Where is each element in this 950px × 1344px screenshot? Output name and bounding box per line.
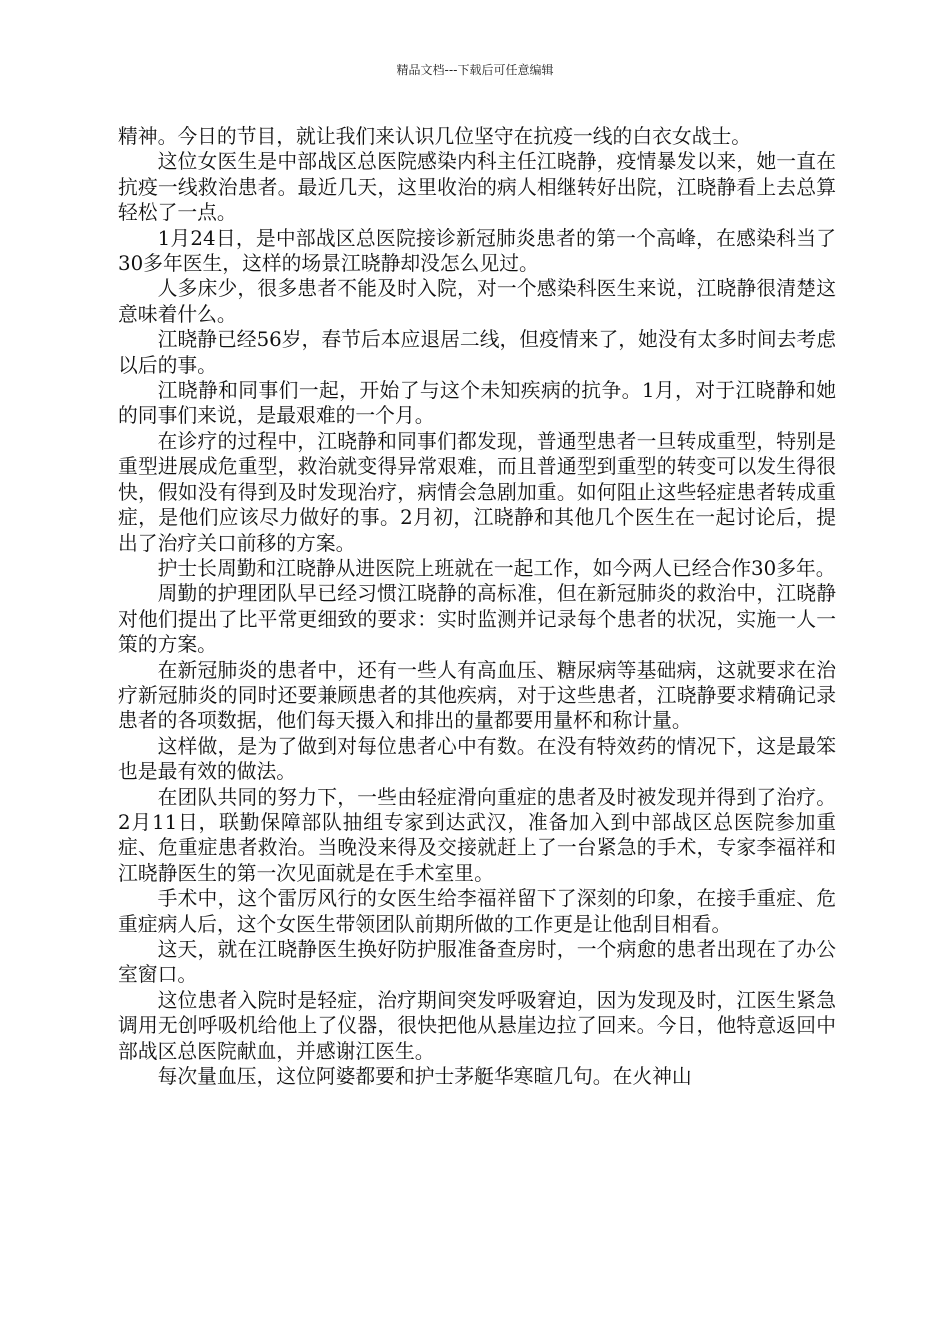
paragraph: 在诊疗的过程中，江晓静和同事们都发现，普通型患者一旦转成重型，特别是重型进展成危重型，救治就变得异常艰难，而且普通型到重型的转变可以发生得很快，假如没有得到及时发现治疗，病情会急剧加重。如何阻止这些轻症患者转成重症，是他们应该尽力做好的事。2月初，江晓静和其他几个医生在一起讨论后，提出了治疗关口前移的方案。 (118, 429, 836, 555)
paragraph: 这位女医生是中部战区总医院感染内科主任江晓静，疫情暴发以来，她一直在抗疫一线救治患者。最近几天，这里收治的病人相继转好出院，江晓静看上去总算轻松了一点。 (118, 150, 836, 225)
paragraph: 在新冠肺炎的患者中，还有一些人有高血压、糖尿病等基础病，这就要求在治疗新冠肺炎的同时还要兼顾患者的其他疾病，对于这些患者，江晓静要求精确记录患者的各项数据，他们每天摄入和排出的量都要用量杯和称计量。 (118, 658, 836, 733)
document-body (118, 124, 836, 1089)
page-header: 精品文档---下载后可任意编辑 (396, 63, 554, 77)
paragraph: 精神。今日的节目，就让我们来认识几位坚守在抗疫一线的白衣女战士。 (118, 125, 752, 148)
paragraph: 手术中，这个雷厉风行的女医生给李福祥留下了深刻的印象，在接手重症、危重症病人后，这个女医生带领团队前期所做的工作更是让他刮目相看。 (118, 887, 836, 936)
paragraph: 这天，就在江晓静医生换好防护服准备查房时，一个病愈的患者出现在了办公室窗口。 (118, 938, 836, 987)
paragraph: 人多床少，很多患者不能及时入院，对一个感染科医生来说，江晓静很清楚这意味着什么。 (118, 277, 836, 326)
paragraph: 1月24日，是中部战区总医院接诊新冠肺炎患者的第一个高峰，在感染科当了30多年医生，这样的场景江晓静却没怎么见过。 (118, 226, 836, 276)
paragraph: 江晓静已经56岁，春节后本应退居二线，但疫情来了，她没有太多时间去考虑以后的事。 (118, 328, 836, 377)
paragraph: 在团队共同的努力下，一些由轻症滑向重症的患者及时被发现并得到了治疗。2月11日，联勤保障部队抽组专家到达武汉，准备加入到中部战区总医院参加重症、危重症患者救治。当晚没来得及交接就赶上了一台紧急的手术，专家李福祥和江晓静医生的第一次见面就是在手术室里。 (118, 785, 836, 885)
paragraph: 周勤的护理团队早已经习惯江晓静的高标准，但在新冠肺炎的救治中，江晓静对他们提出了比平常更细致的要求：实时监测并记录每个患者的状况，实施一人一策的方案。 (118, 582, 836, 657)
paragraph: 护士长周勤和江晓静从进医院上班就在一起工作，如今两人已经合作30多年。 (157, 556, 836, 580)
paragraph: 每次量血压，这位阿婆都要和护士茅艇华寒暄几句。在火神山 (157, 1065, 692, 1089)
paragraph: 这位患者入院时是轻症，治疗期间突发呼吸窘迫，因为发现及时，江医生紧急调用无创呼吸机给他上了仪器，很快把他从悬崖边拉了回来。今日，他特意返回中部战区总医院献血，并感谢江医生。 (118, 988, 836, 1063)
paragraph: 江晓静和同事们一起，开始了与这个未知疾病的抗争。1月，对于江晓静和她的同事们来说，是最艰难的一个月。 (118, 379, 836, 428)
paragraph: 这样做，是为了做到对每位患者心中有数。在没有特效药的情况下，这是最笨也是最有效的做法。 (118, 734, 836, 784)
